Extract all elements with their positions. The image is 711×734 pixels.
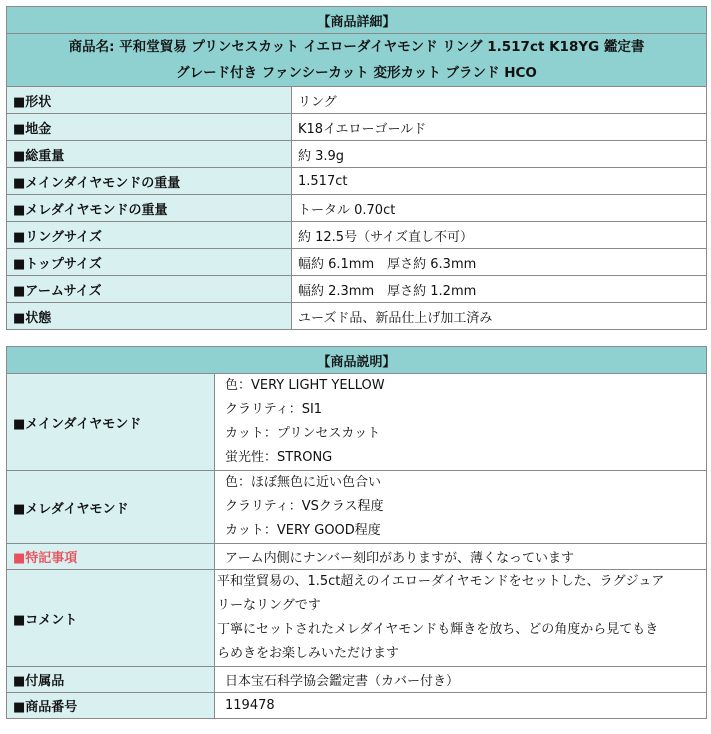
row-label-main-diamond-weight: ■メインダイヤモンドの重量 bbox=[7, 168, 292, 195]
table-row bbox=[7, 276, 707, 303]
row-label-shape: ■形状 bbox=[7, 87, 292, 114]
row-label-melee-weight: ■メレダイヤモンドの重量 bbox=[7, 195, 292, 222]
table-row bbox=[7, 114, 707, 141]
table-row bbox=[7, 544, 707, 570]
table-row bbox=[7, 667, 707, 693]
main-diamond-fluorescence: 蛍光性：STRONG bbox=[225, 450, 333, 465]
description-header: 【商品説明】 bbox=[7, 347, 707, 374]
melee-diamond-details bbox=[215, 471, 707, 544]
row-value-arm-size: 幅約 2.3mm 厚さ約 1.2mm bbox=[292, 276, 707, 303]
comment-line-3: 丁寧にセットされたメレダイヤモンドも輝きを放ち、どの角度から見てもき bbox=[217, 622, 659, 637]
table-row bbox=[7, 249, 707, 276]
row-value-condition: ユーズド品、新品仕上げ加工済み bbox=[292, 303, 707, 330]
row-value-ring-size: 約 12.5号（サイズ直し不可） bbox=[292, 222, 707, 249]
row-value-top-size: 幅約 6.1mm 厚さ約 6.3mm bbox=[292, 249, 707, 276]
table-row bbox=[7, 471, 707, 544]
product-number-label: ■商品番号 bbox=[7, 693, 215, 719]
row-label-metal: ■地金 bbox=[7, 114, 292, 141]
main-diamond-clarity: クラリティ：SI1 bbox=[225, 402, 323, 417]
row-label-top-size: ■トップサイズ bbox=[7, 249, 292, 276]
product-number-value: 119478 bbox=[215, 693, 707, 719]
product-title-line-2: グレード付き ファンシーカット 変形カット ブランド HCO bbox=[176, 65, 537, 81]
main-diamond-details bbox=[215, 374, 707, 471]
main-diamond-label: ■メインダイヤモンド bbox=[7, 374, 215, 471]
comment-line-4: らめきをお楽しみいただけます bbox=[217, 646, 400, 661]
row-value-main-diamond-weight: 1.517ct bbox=[292, 168, 707, 195]
comment-line-1: 平和堂貿易の、1.5ct超えのイエローダイヤモンドをセットした、ラグジュア bbox=[217, 574, 665, 589]
table-row bbox=[7, 168, 707, 195]
main-diamond-color: 色：VERY LIGHT YELLOW bbox=[225, 378, 385, 393]
table-row bbox=[7, 570, 707, 667]
product-description-table bbox=[6, 346, 707, 719]
accessories-label: ■付属品 bbox=[7, 667, 215, 693]
row-label-arm-size: ■アームサイズ bbox=[7, 276, 292, 303]
row-value-total-weight: 約 3.9g bbox=[292, 141, 707, 168]
row-label-ring-size: ■リングサイズ bbox=[7, 222, 292, 249]
product-title bbox=[7, 34, 707, 87]
row-label-total-weight: ■総重量 bbox=[7, 141, 292, 168]
table-row bbox=[7, 374, 707, 471]
melee-diamond-label: ■メレダイヤモンド bbox=[7, 471, 215, 544]
product-details-table bbox=[6, 6, 707, 330]
melee-diamond-cut: カット：VERY GOOD程度 bbox=[225, 523, 381, 538]
main-diamond-cut: カット：プリンセスカット bbox=[225, 426, 381, 441]
comment-text bbox=[215, 570, 707, 667]
accessories-value: 日本宝石科学協会鑑定書（カバー付き） bbox=[215, 667, 707, 693]
details-header: 【商品詳細】 bbox=[7, 7, 707, 34]
table-row bbox=[7, 87, 707, 114]
comment-label: ■コメント bbox=[7, 570, 215, 667]
table-row bbox=[7, 195, 707, 222]
special-notes-label: ■特記事項 bbox=[7, 544, 215, 570]
table-row bbox=[7, 141, 707, 168]
melee-diamond-clarity: クラリティ：VSクラス程度 bbox=[225, 499, 384, 514]
row-value-shape: リング bbox=[292, 87, 707, 114]
special-notes-value: アーム内側にナンバー刻印がありますが、薄くなっています bbox=[215, 544, 707, 570]
product-title-line-1: 商品名: 平和堂貿易 プリンセスカット イエローダイヤモンド リング 1.517ct K18YG 鑑定書 bbox=[68, 39, 645, 55]
melee-diamond-color: 色：ほぼ無色に近い色合い bbox=[225, 475, 382, 490]
table-row bbox=[7, 693, 707, 719]
row-label-condition: ■状態 bbox=[7, 303, 292, 330]
comment-line-2: リーなリングです bbox=[217, 598, 321, 613]
row-value-melee-weight: トータル 0.70ct bbox=[292, 195, 707, 222]
table-row bbox=[7, 222, 707, 249]
row-value-metal: K18イエローゴールド bbox=[292, 114, 707, 141]
table-row bbox=[7, 303, 707, 330]
